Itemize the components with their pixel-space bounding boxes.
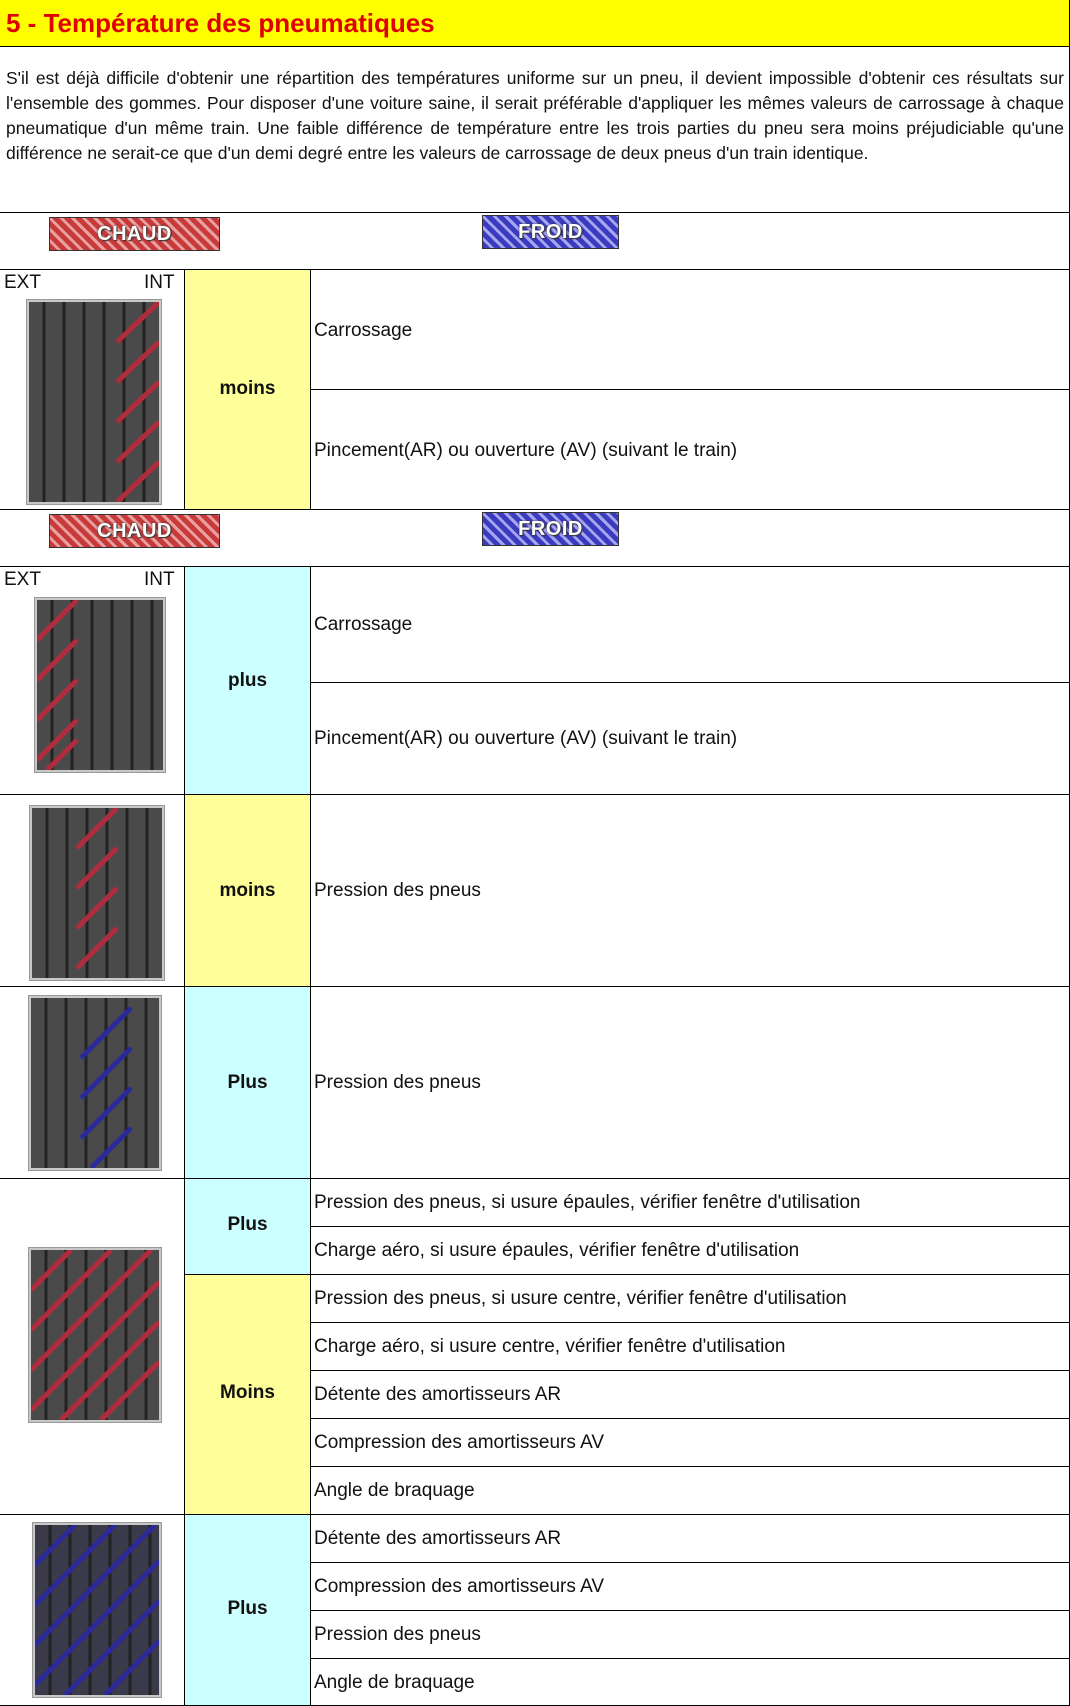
page-title: 5 - Température des pneumatiques [6, 8, 435, 38]
action-label: Plus [227, 1598, 268, 1619]
setting-item: Pression des pneus, si usure centre, vérifier fenêtre d'utilisation [314, 1288, 847, 1309]
cold-all-tire-icon [33, 1523, 161, 1697]
setting-item: Angle de braquage [314, 1480, 475, 1501]
hot-outer-tire-icon [35, 598, 165, 772]
ext-label: EXT [4, 569, 41, 590]
title-bar [0, 0, 1069, 47]
setting-item: Détente des amortisseurs AR [314, 1384, 562, 1405]
row-divider [0, 212, 1069, 213]
row-divider [310, 682, 1069, 683]
action-label: moins [219, 378, 276, 399]
action-label: Plus [227, 1214, 268, 1235]
int-label: INT [144, 272, 175, 293]
row-divider [0, 1514, 1069, 1515]
row-divider [310, 1370, 1069, 1371]
row-divider [0, 794, 1069, 795]
setting-item: Compression des amortisseurs AV [314, 1576, 605, 1597]
row-divider [310, 389, 1069, 390]
int-label: INT [144, 569, 175, 590]
row-divider [310, 1322, 1069, 1323]
setting-item: Angle de braquage [314, 1672, 475, 1693]
action-label: Plus [227, 1072, 268, 1093]
cold-legend-badge: FROID [482, 512, 619, 546]
cold-center-tire-icon [29, 996, 161, 1170]
intro-paragraph: S'il est déjà difficile d'obtenir une répartition des températures uniforme sur un pneu, il devient impossible d'obtenir ces résultats sur l'ensemble des gommes. Pour disposer d'une voiture saine, il serait préférable d'appliquer les mêmes valeurs de carrossage à chaque pneumatique d'un même train. Une faible différence de température entre les trois parties du pneu sera moins préjudiciable qu'une différence ne serait-ce que d'un demi degré entre les valeurs de carrossage de deux pneus d'un train identique. [6, 68, 1064, 163]
hot-inner-tire-icon [27, 300, 161, 504]
action-label: Moins [220, 1382, 275, 1403]
row-divider [310, 1610, 1069, 1611]
column-divider [184, 269, 185, 509]
setting-item: Pression des pneus, si usure épaules, vérifier fenêtre d'utilisation [314, 1192, 861, 1213]
row-divider [310, 1466, 1069, 1467]
column-divider [310, 566, 311, 1705]
setting-item: Pression des pneus [314, 1072, 481, 1093]
row-divider [310, 1226, 1069, 1227]
setting-item: Charge aéro, si usure centre, vérifier fenêtre d'utilisation [314, 1336, 786, 1357]
hot-legend-badge: CHAUD [49, 217, 220, 251]
row-divider [310, 1418, 1069, 1419]
cold-legend-badge: FROID [482, 215, 619, 249]
setting-item: Pression des pneus [314, 880, 481, 901]
setting-item: Carrossage [314, 614, 413, 635]
column-divider [310, 269, 311, 509]
column-divider [184, 566, 185, 1705]
row-divider [310, 1562, 1069, 1563]
hot-shoulders-tire-icon [29, 1248, 161, 1422]
row-divider [310, 1658, 1069, 1659]
setting-item: Charge aéro, si usure épaules, vérifier fenêtre d'utilisation [314, 1240, 800, 1261]
setting-item: Compression des amortisseurs AV [314, 1432, 605, 1453]
hot-legend-badge: CHAUD [49, 514, 220, 548]
row-divider [0, 986, 1069, 987]
ext-label: EXT [4, 272, 41, 293]
hot-center-tire-icon [30, 806, 164, 980]
setting-item: Détente des amortisseurs AR [314, 1528, 562, 1549]
setting-item: Pincement(AR) ou ouverture (AV) (suivant le train) [314, 728, 738, 749]
row-divider [0, 269, 1069, 270]
row-divider [0, 509, 1069, 510]
setting-item: Carrossage [314, 320, 413, 341]
row-divider [185, 1274, 1069, 1275]
row-divider [0, 566, 1069, 567]
action-label: plus [227, 670, 268, 691]
action-label: moins [219, 880, 276, 901]
row-divider [0, 1178, 1069, 1179]
setting-item: Pincement(AR) ou ouverture (AV) (suivant le train) [314, 440, 738, 461]
setting-item: Pression des pneus [314, 1624, 481, 1645]
